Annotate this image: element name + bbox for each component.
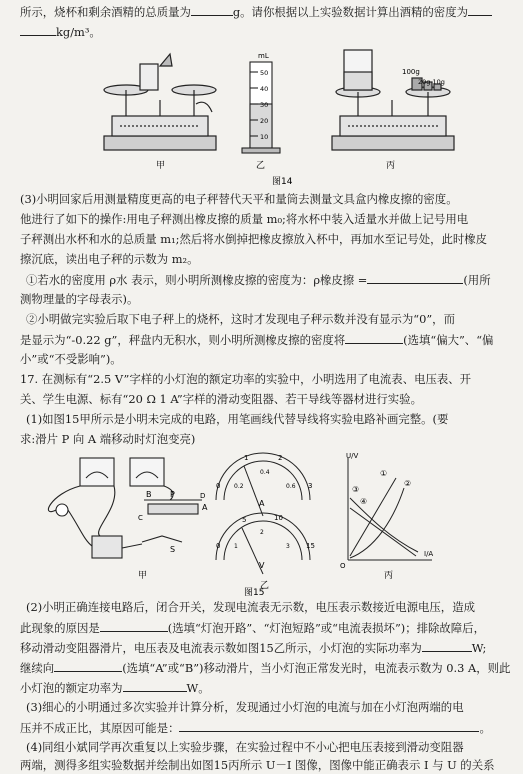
text: 是显示为“-0.22 g”，秤盘内无积水，则小明所测橡皮擦的密度将	[20, 333, 346, 347]
q3-line-1: (3)小明回家后用测量精度更高的电子秤替代天平和量筒去测量文具盒内橡皮擦的密度。	[20, 192, 458, 206]
ui-graph	[348, 458, 432, 560]
label-c: C	[138, 514, 143, 522]
p3-line-2	[20, 720, 509, 735]
label-s: S	[170, 545, 176, 554]
q3-sub1	[26, 272, 509, 287]
intro-line-1	[20, 4, 509, 19]
text: 小灯泡的额定功率为	[20, 681, 123, 695]
answer-blank-actual-power[interactable]	[422, 640, 472, 652]
weights-100g: 100g	[402, 68, 420, 76]
answer-blank-cause[interactable]	[100, 620, 168, 632]
curve-4: ④	[360, 497, 368, 506]
ammeter-label: A	[259, 499, 265, 508]
fig15-label-jia: 甲	[138, 571, 148, 581]
q3-line-2: 他进行了如下的操作:用电子秤测出橡皮擦的质量 m₀;将水杯中装入适量水并做上记号用电	[20, 212, 469, 226]
text: (选填“偏大”、“偏	[403, 333, 494, 347]
tick: 1	[234, 543, 238, 550]
q2-line-5	[20, 680, 509, 695]
q2-line-2	[20, 620, 509, 635]
fig14-label-yi: 乙	[256, 161, 266, 171]
fig14-label-jia: 甲	[156, 161, 166, 171]
tick: 0	[216, 542, 221, 550]
tick: 30	[260, 101, 269, 109]
fig15-caption: 图15	[244, 588, 265, 596]
origin: O	[340, 562, 346, 570]
label-p: P	[170, 490, 175, 499]
p3-line-1: (3)细心的小明通过多次实验并计算分析，发现通过小灯泡的电流与加在小灯泡两端的电	[26, 700, 464, 714]
answer-blank-rho[interactable]	[367, 272, 463, 284]
text: 移动滑动变阻器滑片，电压表及电流表示数如图15乙所示，小灯泡的实际功率为	[20, 641, 422, 655]
cylinder-unit: mL	[258, 52, 269, 60]
tick: 20	[260, 117, 269, 125]
q17-line-1: 17. 在测标有“2.5 V”字样的小灯泡的额定功率的实验中，小明选用了电流表、电压表、开	[20, 372, 472, 386]
tick: 15	[306, 542, 315, 550]
q3-sub2: ②小明做完实验后取下电子秤上的烧杯，这时才发现电子秤示数并没有显示为“0”，而	[26, 312, 455, 326]
text: g。请你根据以上实验数据计算出酒精的密度为	[232, 5, 468, 19]
weights-20g-10g: 20g 10g	[418, 78, 445, 86]
tick: 50	[260, 69, 269, 77]
q17-line-2: 关、学生电源、标有“20 Ω 1 A”字样的滑动变阻器、若干导线等器材进行实验。	[20, 392, 422, 406]
text: W。	[186, 681, 210, 695]
intro-line-2	[20, 24, 509, 39]
answer-blank-rated-power[interactable]	[123, 680, 187, 692]
tick: 2	[260, 529, 264, 536]
text: 压并不成正比，其原因可能是：	[20, 721, 180, 735]
tick: 0.2	[234, 483, 244, 490]
answer-blank-direction[interactable]	[54, 660, 122, 672]
q2-line-1: (2)小明正确连接电路后，闭合开关，发现电流表无示数，电压表示数接近电源电压，造成	[26, 600, 475, 614]
answer-blank-bias[interactable]	[345, 332, 403, 344]
circuit-jia	[48, 458, 202, 558]
answer-blank-mass[interactable]	[191, 4, 233, 16]
tick: 40	[260, 85, 269, 93]
q3-sub2-end: 小”或“不受影响”)。	[20, 352, 122, 366]
text: 此现象的原因是	[20, 621, 100, 635]
tick: 0.4	[260, 469, 270, 476]
tick: 1	[244, 454, 249, 462]
text: ①若水的密度用 ρ水 表示，则小明所测橡皮擦的密度为：ρ橡皮擦 =	[26, 273, 368, 287]
axis-u: U/V	[346, 452, 359, 460]
p4-line-1: (4)同组小斌同学再次重复以上实验步骤，在实验过程中不小心把电压表接到滑动变阻器	[26, 740, 464, 754]
tick: 2	[278, 454, 283, 462]
q2-line-4	[20, 660, 509, 675]
balance-jia	[104, 54, 216, 150]
answer-blank-density[interactable]	[20, 24, 56, 36]
figure-15	[20, 448, 500, 596]
q3-line-3: 子秤测出水杯和水的总质量 m₁;然后将水倒掉把橡皮擦放入杯中，再加水至记号处，此时橡皮	[20, 232, 488, 246]
answer-blank-reason[interactable]	[179, 720, 479, 732]
q3-sub2-cont	[20, 332, 509, 347]
text: W;	[471, 641, 487, 655]
text: 。	[479, 721, 491, 735]
label-d: D	[200, 492, 206, 500]
label-b: B	[146, 490, 152, 499]
fig14-caption: 图14	[272, 177, 293, 186]
q3-line-4: 擦沉底，读出电子秤的示数为 m₂。	[20, 252, 199, 266]
fig14-label-bing: 丙	[386, 161, 396, 171]
tick: 3	[286, 543, 290, 550]
p4-line-2: 两端，测得多组实验数据并绘制出如图15丙所示 U－I 图像，图像中能正确表示 I 与 U 的关系	[20, 758, 495, 772]
text: kg/m³。	[56, 25, 101, 39]
tick: 10	[274, 514, 283, 522]
balance-bing	[332, 50, 454, 150]
voltmeter-label: V	[259, 561, 265, 570]
tick: 3	[308, 482, 313, 490]
curve-2: ②	[404, 479, 412, 488]
text: (用所	[463, 273, 491, 287]
text: (选填“A”或“B”)移动滑片，当小灯泡正常发光时，电流表示数为 0.3 A，则此	[122, 661, 511, 675]
tick: 0	[216, 482, 221, 490]
axis-i: I/A	[424, 550, 434, 558]
fig15-label-yi: 乙	[260, 581, 270, 591]
tick: 5	[242, 516, 247, 524]
answer-blank-density-start[interactable]	[468, 4, 492, 16]
text: 继续向	[20, 661, 55, 675]
q17-part1-cont: 求:滑片 P 向 A 端移动时灯泡变亮)	[20, 432, 196, 446]
text: (选填“灯泡开路”、“灯泡短路”或“电流表损坏”)；排除故障后，	[167, 621, 485, 635]
tick: 0.6	[286, 483, 296, 490]
curve-1: ①	[380, 469, 388, 478]
q2-line-3	[20, 640, 509, 655]
label-a: A	[202, 503, 208, 512]
figure-14	[100, 44, 480, 186]
text: 所示，烧杯和剩余酒精的总质量为	[20, 5, 191, 19]
q17-part1: (1)如图15甲所示是小明未完成的电路，用笔画线代替导线将实验电路补画完整。(要	[26, 412, 449, 426]
curve-3: ③	[352, 485, 360, 494]
fig15-label-bing: 丙	[384, 571, 394, 581]
tick: 10	[260, 133, 269, 141]
q3-sub1-cont: 测物理量的字母表示)。	[20, 292, 139, 306]
